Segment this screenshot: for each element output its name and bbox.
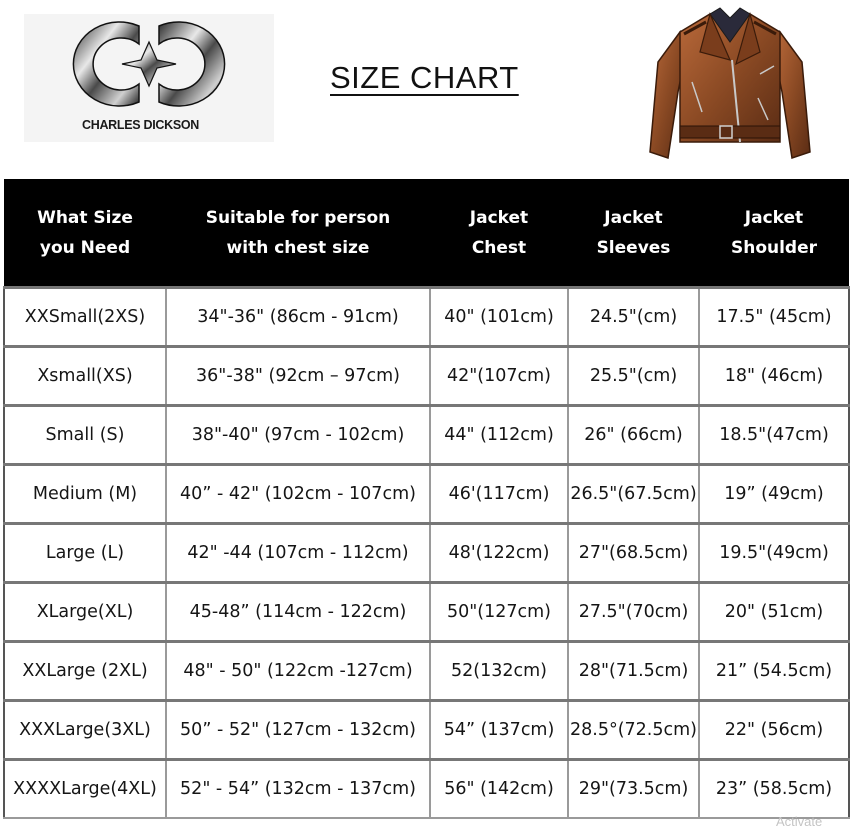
table-cell: 26.5"(67.5cm) xyxy=(568,465,699,524)
table-row xyxy=(4,288,849,347)
table-cell: 40" (101cm) xyxy=(430,288,568,347)
table-cell: 24.5"(cm) xyxy=(568,288,699,347)
column-header xyxy=(4,179,166,288)
table-cell: 17.5" (45cm) xyxy=(699,288,849,347)
column-header xyxy=(166,179,430,288)
brand-logo xyxy=(24,14,274,142)
table-cell: 50” - 52" (127cm - 132cm) xyxy=(166,701,430,760)
table-cell: 48'(122cm) xyxy=(430,524,568,583)
table-row xyxy=(4,465,849,524)
size-chart-table xyxy=(3,179,848,819)
table-cell: 22" (56cm) xyxy=(699,701,849,760)
table-cell: 42"(107cm) xyxy=(430,347,568,406)
table-cell: 36"-38" (92cm – 97cm) xyxy=(166,347,430,406)
table-cell: 42" -44 (107cm - 112cm) xyxy=(166,524,430,583)
column-header xyxy=(430,179,568,288)
table-cell: 18" (46cm) xyxy=(699,347,849,406)
table-cell: Small (S) xyxy=(4,406,166,465)
table-cell: 38"-40" (97cm - 102cm) xyxy=(166,406,430,465)
leather-jacket-icon xyxy=(640,2,820,164)
table-row xyxy=(4,760,849,819)
table-cell: Xsmall(XS) xyxy=(4,347,166,406)
table-cell: 19.5"(49cm) xyxy=(699,524,849,583)
table-cell: XLarge(XL) xyxy=(4,583,166,642)
table-row xyxy=(4,583,849,642)
table-cell: 40” - 42" (102cm - 107cm) xyxy=(166,465,430,524)
table-cell: 45-48” (114cm - 122cm) xyxy=(166,583,430,642)
table-cell: XXLarge (2XL) xyxy=(4,642,166,701)
column-header xyxy=(568,179,699,288)
table-cell: 52(132cm) xyxy=(430,642,568,701)
table-cell: 28.5°(72.5cm) xyxy=(568,701,699,760)
table-cell: 29"(73.5cm) xyxy=(568,760,699,819)
table-cell: 27.5"(70cm) xyxy=(568,583,699,642)
column-header-line: Jacket xyxy=(604,207,663,228)
column-header-line: with chest size xyxy=(226,237,370,258)
table-cell: 23” (58.5cm) xyxy=(699,760,849,819)
table-header-row xyxy=(4,179,849,288)
table-cell: 25.5"(cm) xyxy=(568,347,699,406)
column-header-line: Shoulder xyxy=(730,237,818,258)
table-cell: XXXXLarge(4XL) xyxy=(4,760,166,819)
table-cell: 56" (142cm) xyxy=(430,760,568,819)
column-header-line: you Need xyxy=(39,237,131,258)
table-cell: 28"(71.5cm) xyxy=(568,642,699,701)
table-row xyxy=(4,701,849,760)
column-header xyxy=(699,179,849,288)
table-row xyxy=(4,406,849,465)
table-cell: XXSmall(2XS) xyxy=(4,288,166,347)
table-cell: Medium (M) xyxy=(4,465,166,524)
column-header-line: Chest xyxy=(471,237,527,258)
table-body xyxy=(4,288,849,819)
table-cell: 27"(68.5cm) xyxy=(568,524,699,583)
column-header-line: What Size xyxy=(37,207,133,228)
table-cell: 19” (49cm) xyxy=(699,465,849,524)
table-cell: 54” (137cm) xyxy=(430,701,568,760)
table-cell: 46'(117cm) xyxy=(430,465,568,524)
table-cell: 18.5"(47cm) xyxy=(699,406,849,465)
table-row xyxy=(4,524,849,583)
page-title: SIZE CHART xyxy=(330,60,519,95)
column-header-line: Suitable for person xyxy=(205,207,391,228)
table-cell: 34"-36" (86cm - 91cm) xyxy=(166,288,430,347)
table-cell: 26" (66cm) xyxy=(568,406,699,465)
table-cell: Large (L) xyxy=(4,524,166,583)
table-cell: 20" (51cm) xyxy=(699,583,849,642)
column-header-line: Jacket xyxy=(744,207,804,228)
activation-watermark: Activate xyxy=(776,814,823,829)
charles-dickson-logo-icon xyxy=(44,14,254,114)
brand-name: CHARLES DICKSON xyxy=(82,118,200,132)
table-cell: 44" (112cm) xyxy=(430,406,568,465)
table-cell: XXXLarge(3XL) xyxy=(4,701,166,760)
table-row xyxy=(4,347,849,406)
column-header-line: Sleeves xyxy=(596,237,671,258)
table-cell: 52" - 54” (132cm - 137cm) xyxy=(166,760,430,819)
table-cell: 21” (54.5cm) xyxy=(699,642,849,701)
table-cell: 48" - 50" (122cm -127cm) xyxy=(166,642,430,701)
table-row xyxy=(4,642,849,701)
column-header-line: Jacket xyxy=(469,207,529,228)
table-cell: 50"(127cm) xyxy=(430,583,568,642)
